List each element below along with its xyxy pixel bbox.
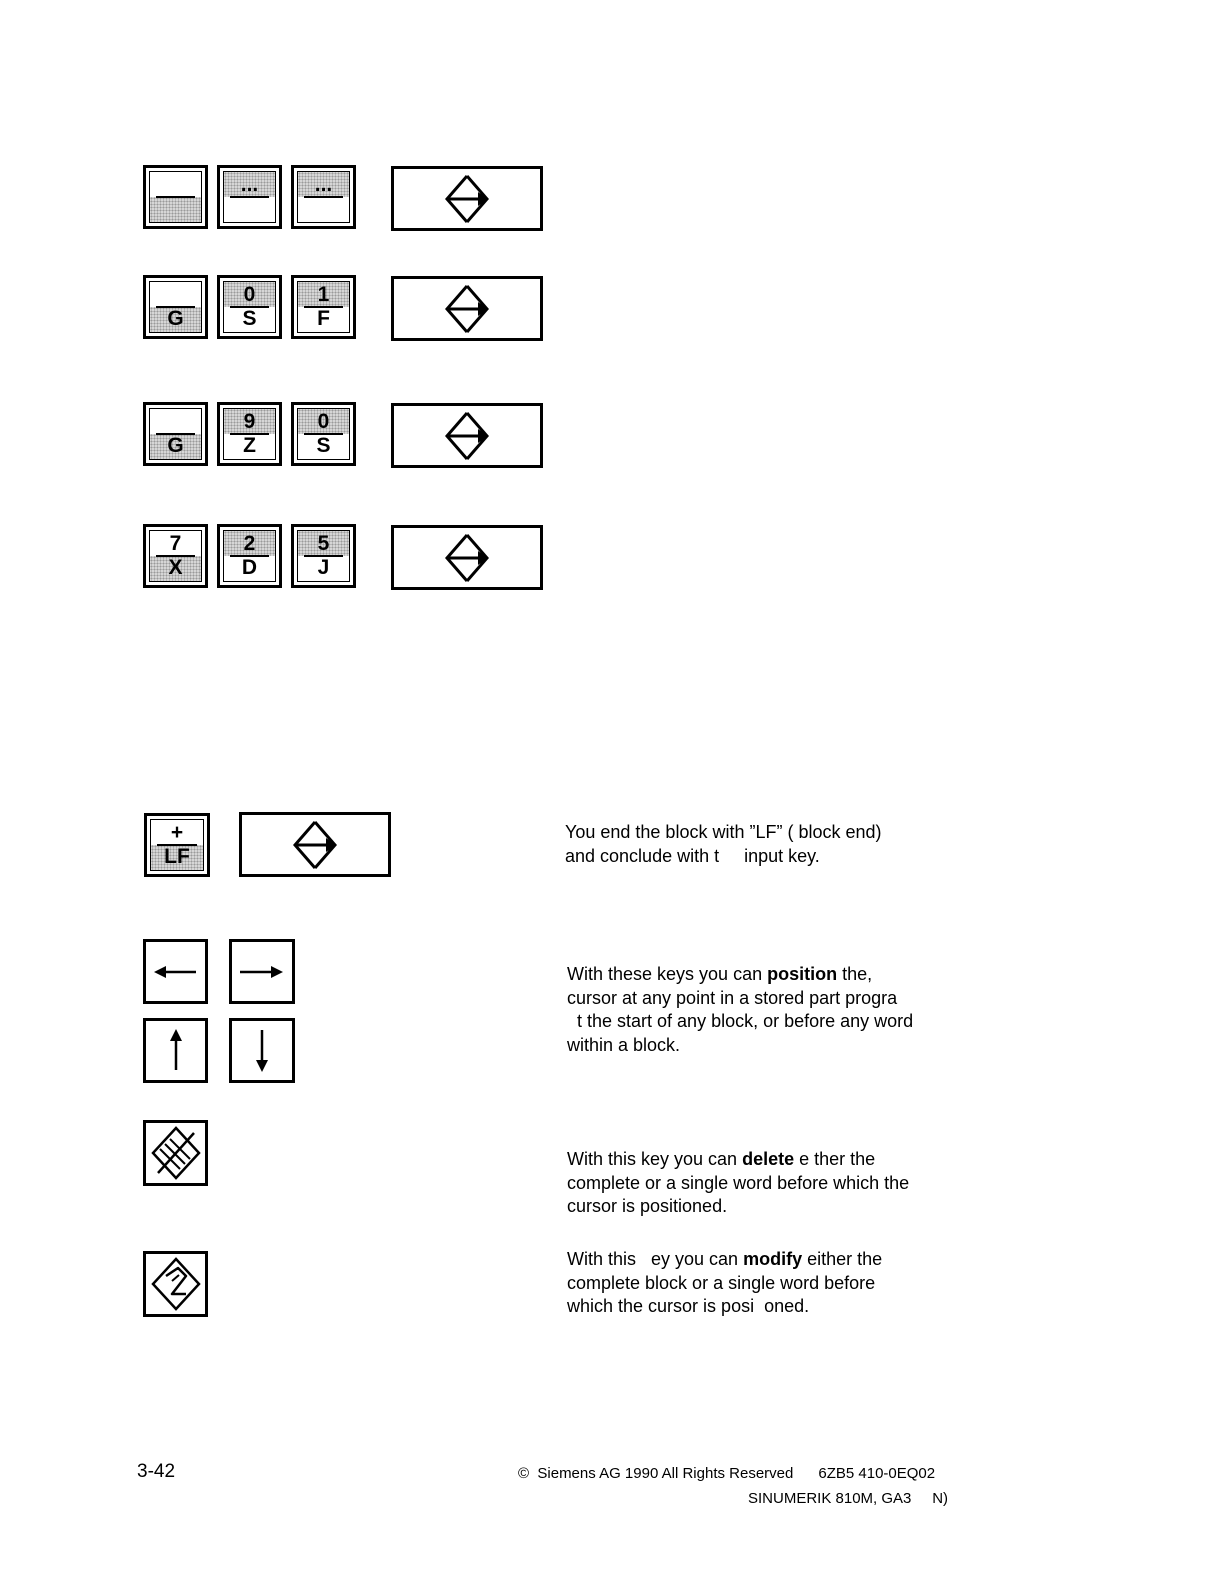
footer-product: SINUMERIK 810M, GA3 N) (748, 1490, 949, 1507)
input-key[interactable] (391, 403, 543, 468)
cursor-down-key[interactable] (229, 1018, 295, 1083)
key-top-label: 5 (317, 532, 330, 555)
modify-description-line-2: complete block or a single word before (567, 1272, 876, 1293)
key-top-label: ... (314, 173, 333, 196)
key-divider (156, 196, 195, 198)
key-top-label: 1 (317, 283, 330, 306)
arrow-right-icon (232, 942, 292, 1001)
lf-description (565, 821, 882, 868)
key-top-label: 0 (317, 410, 330, 433)
key-bottom-label: J (317, 556, 330, 579)
lf-key-top-label: + (170, 821, 184, 844)
key-shade (150, 197, 201, 222)
input-key-icon (442, 172, 492, 226)
cursor-left-key[interactable] (143, 939, 208, 1004)
key-top-label: 7 (169, 532, 182, 555)
delete-description-line-2: complete or a single word before which the (567, 1172, 910, 1193)
keypad-key[interactable] (143, 402, 208, 466)
key-top-label: ... (240, 173, 259, 196)
delete-key[interactable] (143, 1120, 208, 1186)
key-bottom-label: F (317, 307, 330, 330)
modify-key-icon (146, 1254, 205, 1314)
input-key-icon (442, 531, 492, 585)
delete-description-line-3: cursor is positioned. (567, 1196, 728, 1216)
key-top-label: 2 (243, 532, 256, 555)
input-key-icon (442, 409, 492, 463)
keypad-key[interactable] (291, 402, 356, 466)
key-top-label: 0 (243, 283, 256, 306)
position-description-line-2: cursor at any point in a stored part progra (567, 987, 898, 1008)
key-bottom-label: S (316, 434, 331, 457)
position-description-line-4: within a block. (567, 1034, 681, 1055)
key-bottom-label: Z (243, 434, 256, 457)
key-bottom-label: S (242, 307, 257, 330)
modify-description-line-3: which the cursor is posi oned. (567, 1296, 810, 1316)
key-bottom-label: D (241, 556, 258, 579)
delete-key-icon (146, 1123, 205, 1183)
delete-description-line-1: With this key you can delete e ther the (567, 1149, 876, 1169)
key-bottom-label: X (168, 556, 183, 579)
input-key[interactable] (391, 525, 543, 590)
key-bottom-label: G (167, 307, 184, 330)
arrow-left-icon (146, 942, 205, 1001)
input-key[interactable] (239, 812, 391, 877)
input-key-icon (290, 818, 340, 872)
keypad-key[interactable] (217, 275, 282, 339)
lf-key[interactable] (144, 813, 210, 877)
modify-description (567, 1248, 882, 1319)
lf-key-bottom-label: LF (164, 845, 190, 868)
keypad-key[interactable] (217, 402, 282, 466)
cursor-right-key[interactable] (229, 939, 295, 1004)
position-description-line-3: t the start of any block, or before any word (567, 1011, 914, 1031)
keypad-key[interactable] (217, 524, 282, 588)
key-bottom-label: G (167, 434, 184, 457)
cursor-up-key[interactable] (143, 1018, 208, 1083)
delete-description (567, 1148, 909, 1219)
position-description (567, 963, 913, 1057)
input-key[interactable] (391, 276, 543, 341)
lf-description-line-1: You end the block with ”LF” ( block end) (565, 822, 882, 842)
arrow-down-icon (232, 1021, 292, 1080)
keypad-key[interactable] (291, 524, 356, 588)
lf-description-line-2: and conclude with t input key. (565, 845, 820, 866)
keypad-key[interactable] (143, 524, 208, 588)
position-description-line-1: With these keys you can position the, (567, 964, 873, 984)
keypad-key[interactable] (291, 275, 356, 339)
keypad-key[interactable] (143, 275, 208, 339)
key-top-label: 9 (243, 410, 256, 433)
page-number: 3-42 (137, 1461, 176, 1482)
footer-copyright: © Siemens AG 1990 All Rights Reserved 6ZB5 410-0EQ02 (518, 1465, 936, 1482)
modify-description-line-1: With this ey you can modify either the (567, 1249, 883, 1269)
modify-key[interactable] (143, 1251, 208, 1317)
arrow-up-icon (146, 1021, 205, 1080)
keypad-key[interactable] (291, 165, 356, 229)
keypad-key[interactable] (143, 165, 208, 229)
input-key[interactable] (391, 166, 543, 231)
input-key-icon (442, 282, 492, 336)
keypad-key[interactable] (217, 165, 282, 229)
